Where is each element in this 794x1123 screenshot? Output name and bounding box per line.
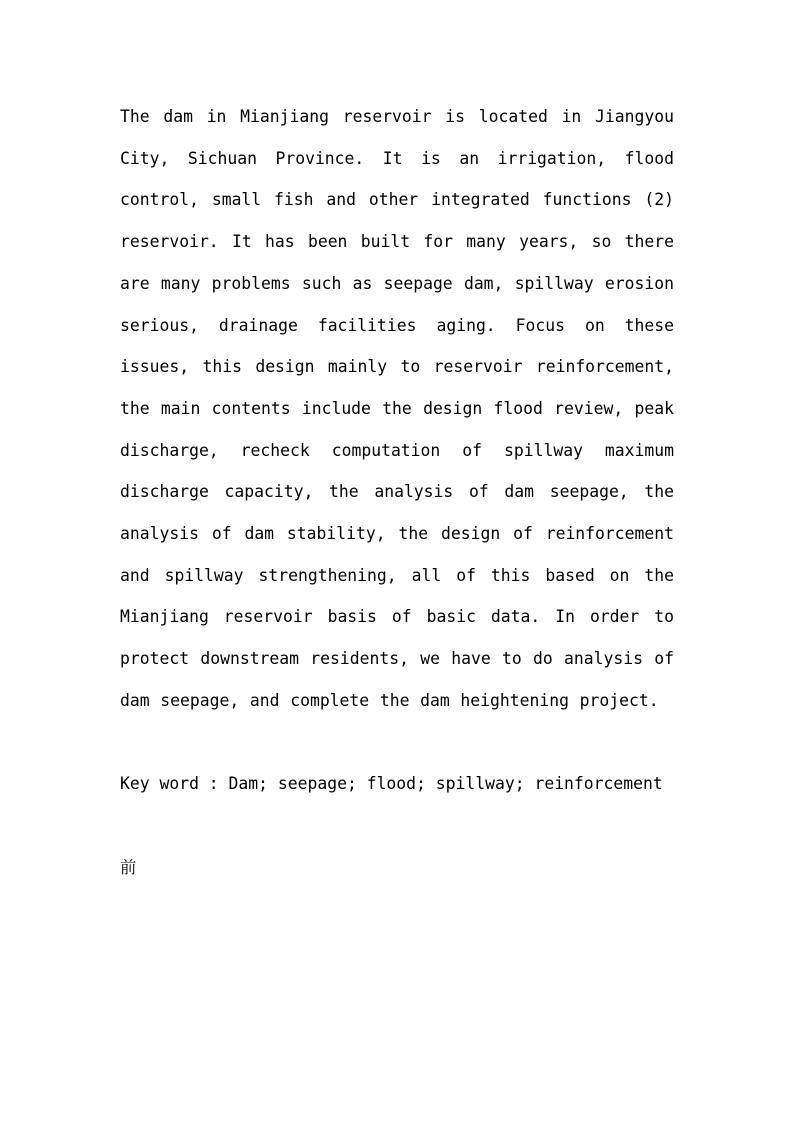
abstract-paragraph: The dam in Mianjiang reservoir is located in Jiangyou City, Sichuan Province. It is an irrigation, flood control, small fish and other integrated functions (2) reservoir. It has been built for many years, so there are many problems such as seepage dam, spillway erosion serious, drainage facilities aging. Focus on these issues, this design mainly to reservoir reinforcement, the main contents include the design flood review, peak discharge, recheck computation of spillway maximum discharge capacity, the analysis of dam seepage, the analysis of dam stability, the design of reinforcement and spillway strengthening, all of this based on the Mianjiang reservoir basis of basic data. In order to protect downstream residents, we have to do analysis of dam seepage, and complete the dam heightening project. xyxy=(120,107,674,710)
document-page xyxy=(120,96,674,888)
next-section-heading: 前 xyxy=(120,857,137,877)
keywords-line: Key word : Dam; seepage; flood; spillway; reinforcement xyxy=(120,774,663,794)
